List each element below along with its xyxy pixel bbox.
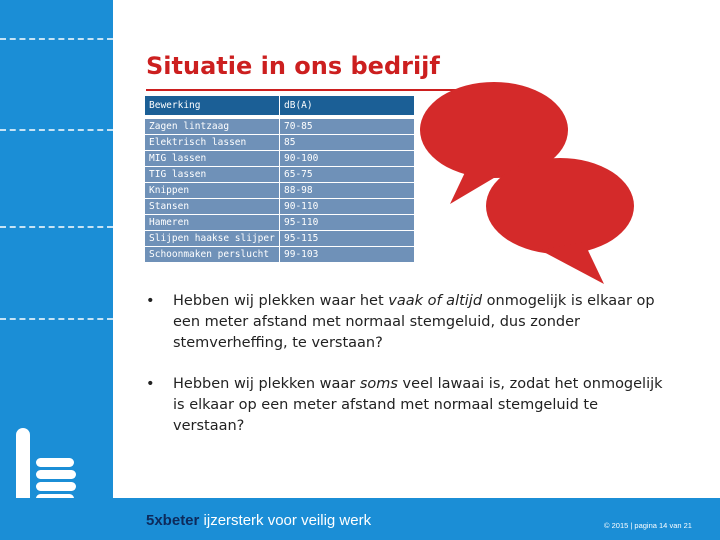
footer-brand <box>146 512 371 529</box>
sidebar-dash-line <box>0 318 113 320</box>
table-row <box>145 183 415 199</box>
sidebar-dash-line <box>0 38 113 40</box>
table-row <box>145 231 415 247</box>
table-cell-operation: Zagen lintzaag <box>145 119 280 135</box>
bullet-marker: • <box>146 376 155 392</box>
question-list <box>146 291 666 457</box>
table-cell-level: 95-110 <box>280 215 415 231</box>
list-item <box>146 374 666 437</box>
table-cell-level: 90-110 <box>280 199 415 215</box>
table-cell-operation: TIG lassen <box>145 167 280 183</box>
table-row <box>145 215 415 231</box>
table-row <box>145 167 415 183</box>
table-cell-operation: Hameren <box>145 215 280 231</box>
speech-bubbles-icon <box>416 74 638 296</box>
brand-tagline: ijzersterk voor veilig werk <box>199 512 372 529</box>
bullet-text: Hebben wij plekken waar het vaak of altijd onmogelijk is elkaar op een meter afstand met normaal stemgeluid, dus zonder stemverheffing, te verstaan? <box>173 293 655 351</box>
sidebar-dash-line <box>0 129 113 131</box>
header-dba: dB(A) <box>280 96 415 116</box>
table-cell-level: 88-98 <box>280 183 415 199</box>
sidebar-dash-line <box>0 226 113 228</box>
noise-levels-table <box>144 95 415 263</box>
table-row <box>145 247 415 263</box>
table-cell-level: 85 <box>280 135 415 151</box>
table-cell-level: 90-100 <box>280 151 415 167</box>
table-cell-operation: Elektrisch lassen <box>145 135 280 151</box>
page-title: Situatie in ons bedrijf <box>146 52 440 80</box>
bullet-text: Hebben wij plekken waar soms veel lawaai is, zodat het onmogelijk is elkaar op een meter afstand met normaal stemgeluid te verstaan? <box>173 376 663 434</box>
table-cell-operation: MIG lassen <box>145 151 280 167</box>
table-cell-level: 95-115 <box>280 231 415 247</box>
header-bewerking: Bewerking <box>145 96 280 116</box>
page-number: © 2015 | pagina 14 van 21 <box>604 521 692 530</box>
table-cell-level: 65-75 <box>280 167 415 183</box>
table-row <box>145 135 415 151</box>
table-cell-level: 70-85 <box>280 119 415 135</box>
table-cell-operation: Slijpen haakse slijper <box>145 231 280 247</box>
table-cell-operation: Stansen <box>145 199 280 215</box>
table-cell-operation: Knippen <box>145 183 280 199</box>
table-row <box>145 199 415 215</box>
table-header-row <box>145 96 415 116</box>
list-item <box>146 291 666 354</box>
table-cell-level: 99-103 <box>280 247 415 263</box>
table-cell-operation: Schoonmaken perslucht <box>145 247 280 263</box>
table-row <box>145 151 415 167</box>
brand-name: 5xbeter <box>146 512 200 529</box>
table-row <box>145 119 415 135</box>
bullet-marker: • <box>146 293 155 309</box>
